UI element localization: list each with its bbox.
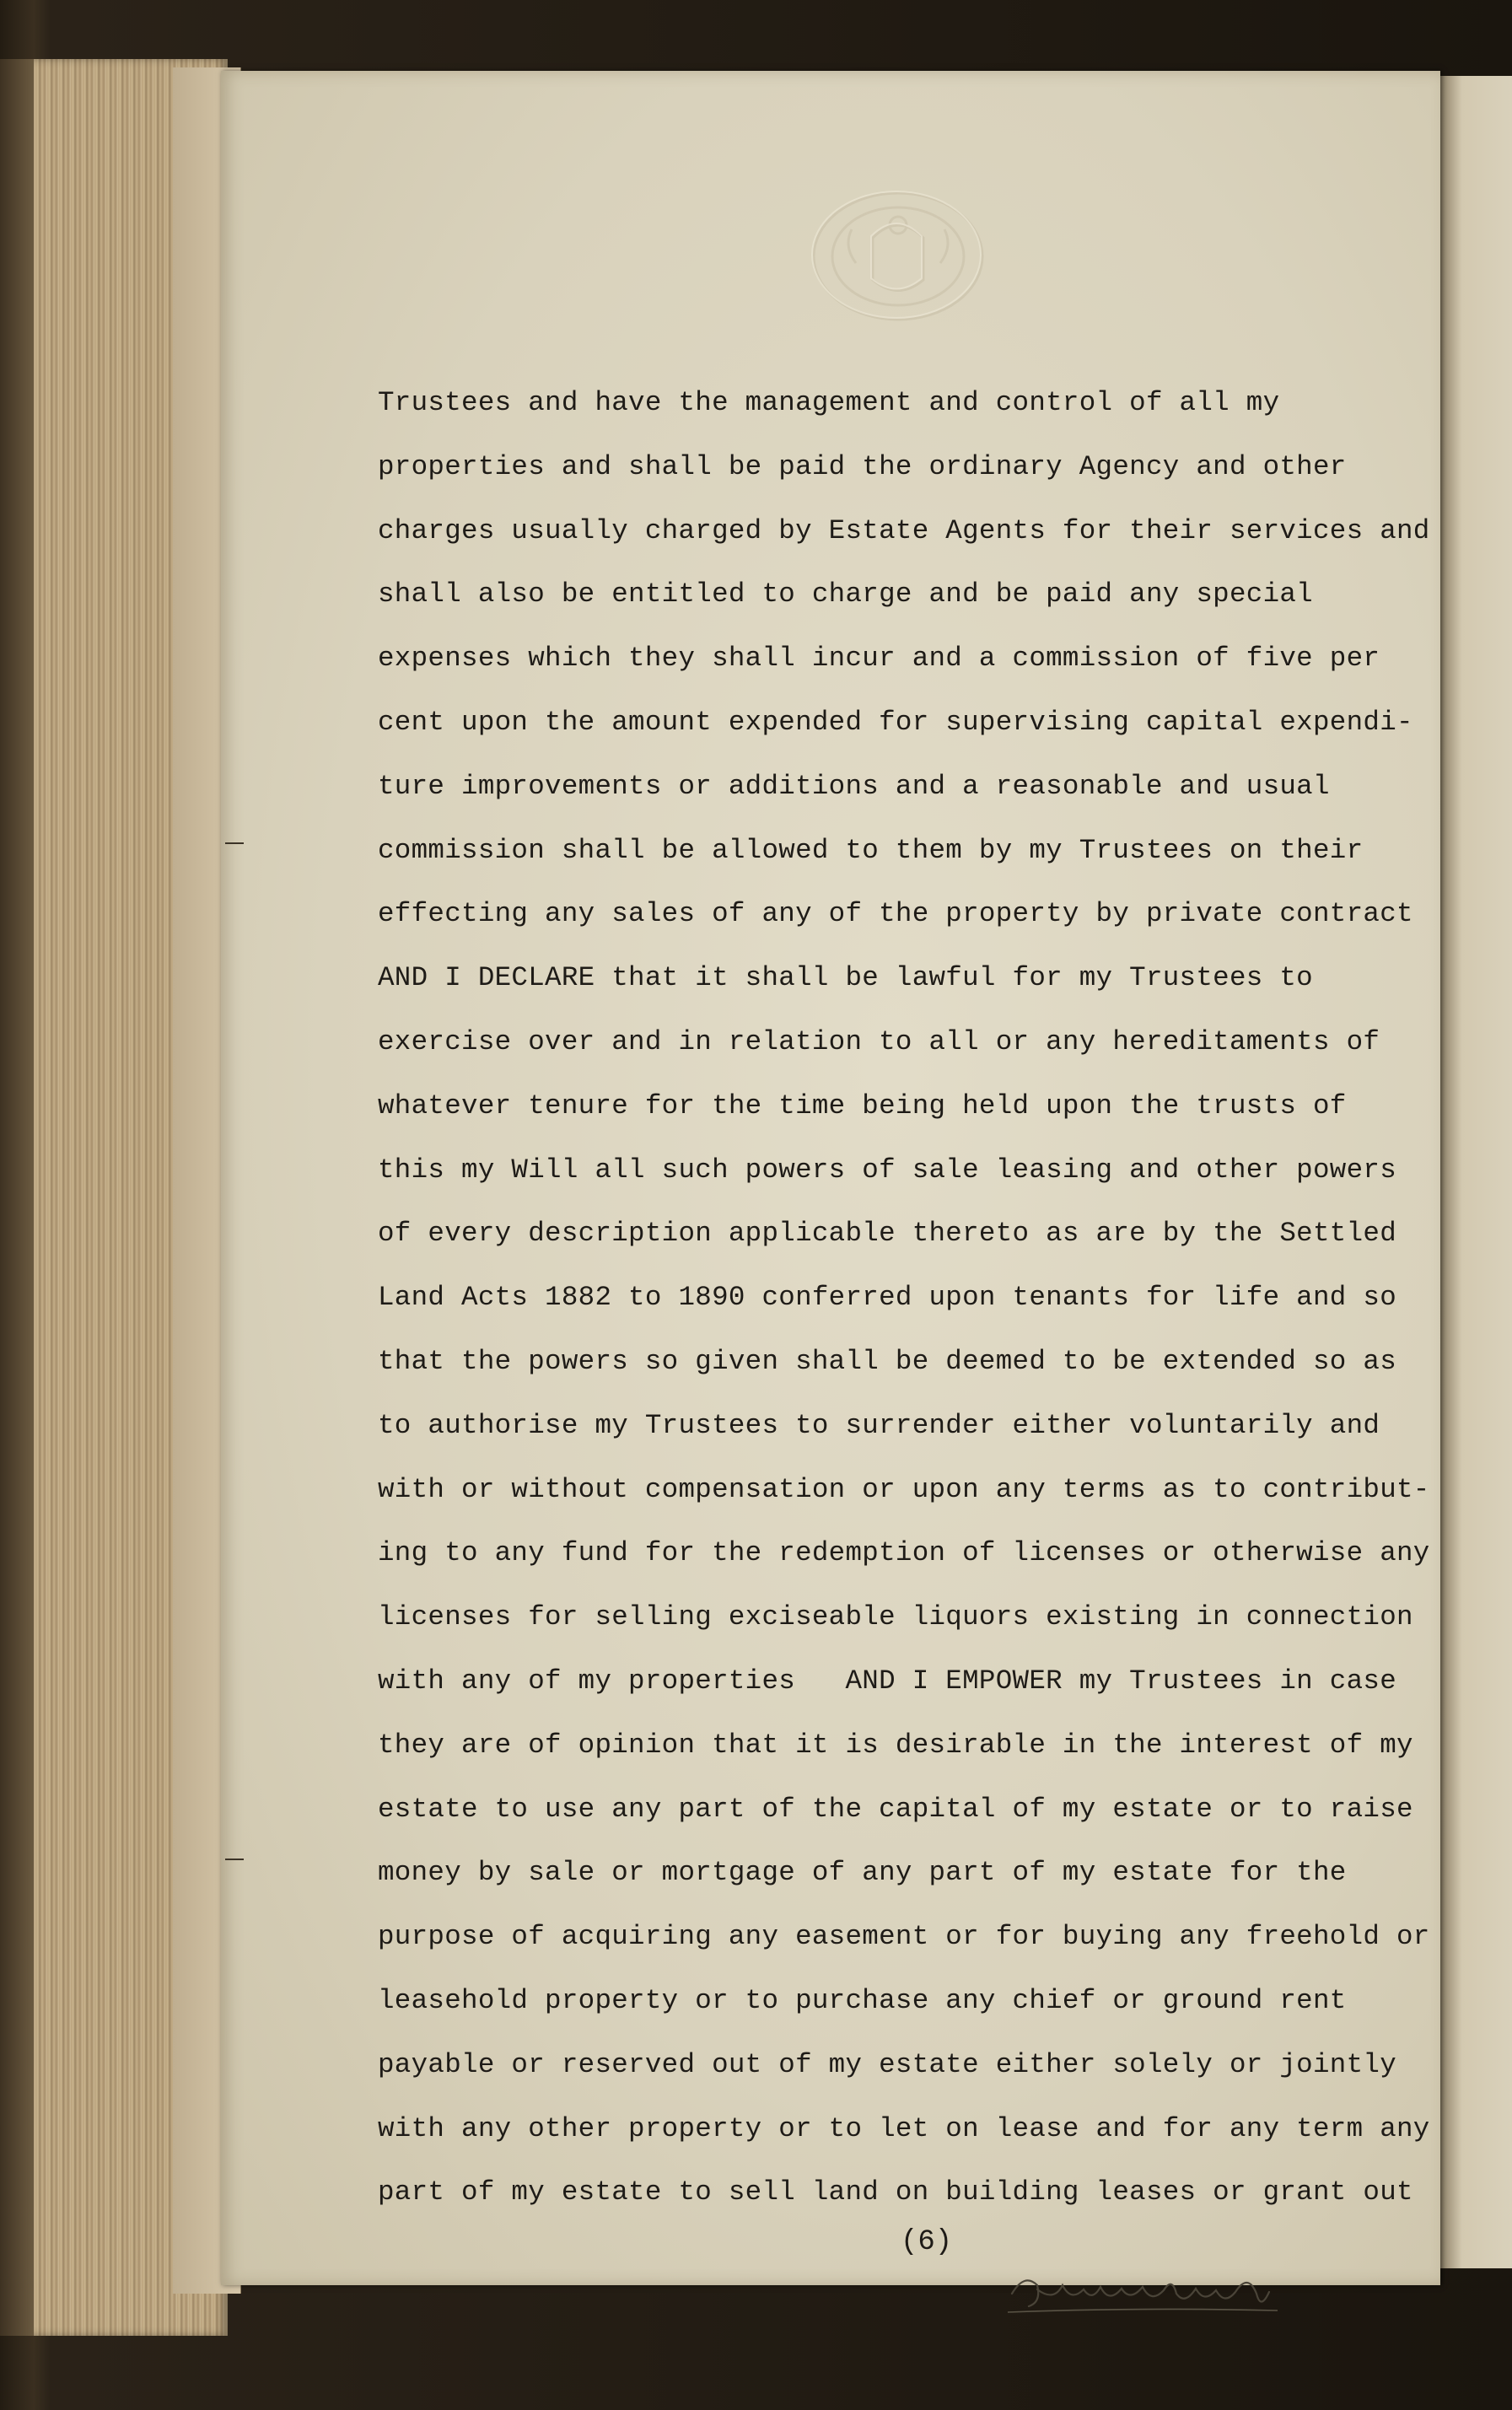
text-line: to authorise my Trustees to surrender either voluntarily and bbox=[378, 1409, 1380, 1441]
text-line: whatever tenure for the time being held upon the trusts of bbox=[378, 1089, 1347, 1122]
margin-mark bbox=[225, 1859, 244, 1860]
text-line: expenses which they shall incur and a commission of five per bbox=[378, 643, 1380, 675]
typed-text-block bbox=[378, 371, 1432, 2224]
text-line: cent upon the amount expended for supervising capital expendi- bbox=[378, 706, 1413, 738]
text-line: with any of my properties AND I EMPOWER my Trustees in case bbox=[378, 1665, 1396, 1697]
text-line: this my Will all such powers of sale leasing and other powers bbox=[378, 1154, 1396, 1186]
text-line: Trustees and have the management and control of all my bbox=[378, 387, 1280, 418]
text-line: part of my estate to sell land on building leases or grant out bbox=[378, 2176, 1413, 2208]
book-spine-shadow bbox=[0, 59, 34, 2336]
page-number: (6) bbox=[901, 2226, 953, 2258]
text-line: payable or reserved out of my estate either solely or jointly bbox=[378, 2048, 1396, 2080]
text-line: leasehold property or to purchase any chief or ground rent bbox=[378, 1984, 1347, 2016]
text-line: properties and shall be paid the ordinary Agency and other bbox=[378, 450, 1347, 482]
text-line: shall also be entitled to charge and be paid any special bbox=[378, 578, 1313, 611]
text-line: ing to any fund for the redemption of licenses or otherwise any bbox=[378, 1537, 1430, 1569]
text-line: commission shall be allowed to them by my Trustees on their bbox=[378, 834, 1364, 866]
text-line: that the powers so given shall be deemed to be extended so as bbox=[378, 1345, 1396, 1377]
text-line: ture improvements or additions and a reasonable and usual bbox=[378, 770, 1330, 802]
text-line: estate to use any part of the capital of my estate or to raise bbox=[378, 1793, 1413, 1825]
text-line: with any other property or to let on lease and for any term any bbox=[378, 2112, 1430, 2144]
text-line: money by sale or mortgage of any part of my estate for the bbox=[378, 1857, 1347, 1889]
text-line: AND I DECLARE that it shall be lawful for my Trustees to bbox=[378, 962, 1313, 994]
text-line: they are of opinion that it is desirable in the interest of my bbox=[378, 1729, 1413, 1761]
text-line: licenses for selling exciseable liquors existing in connection bbox=[378, 1601, 1413, 1633]
margin-mark bbox=[225, 842, 244, 844]
text-line: charges usually charged by Estate Agents for their services and bbox=[378, 514, 1430, 546]
handwritten-signature-icon bbox=[1004, 2268, 1282, 2319]
facing-page-edge bbox=[1440, 76, 1512, 2268]
text-line: effecting any sales of any of the property by private contract bbox=[378, 898, 1413, 930]
text-line: with or without compensation or upon any terms as to contribut- bbox=[378, 1473, 1430, 1505]
text-line: exercise over and in relation to all or any hereditaments of bbox=[378, 1025, 1380, 1057]
embossed-seal-icon bbox=[805, 187, 991, 326]
text-line: purpose of acquiring any easement or for buying any freehold or bbox=[378, 1921, 1430, 1953]
text-line: Land Acts 1882 to 1890 conferred upon tenants for life and so bbox=[378, 1282, 1396, 1314]
text-line: of every description applicable thereto as are by the Settled bbox=[378, 1218, 1396, 1250]
